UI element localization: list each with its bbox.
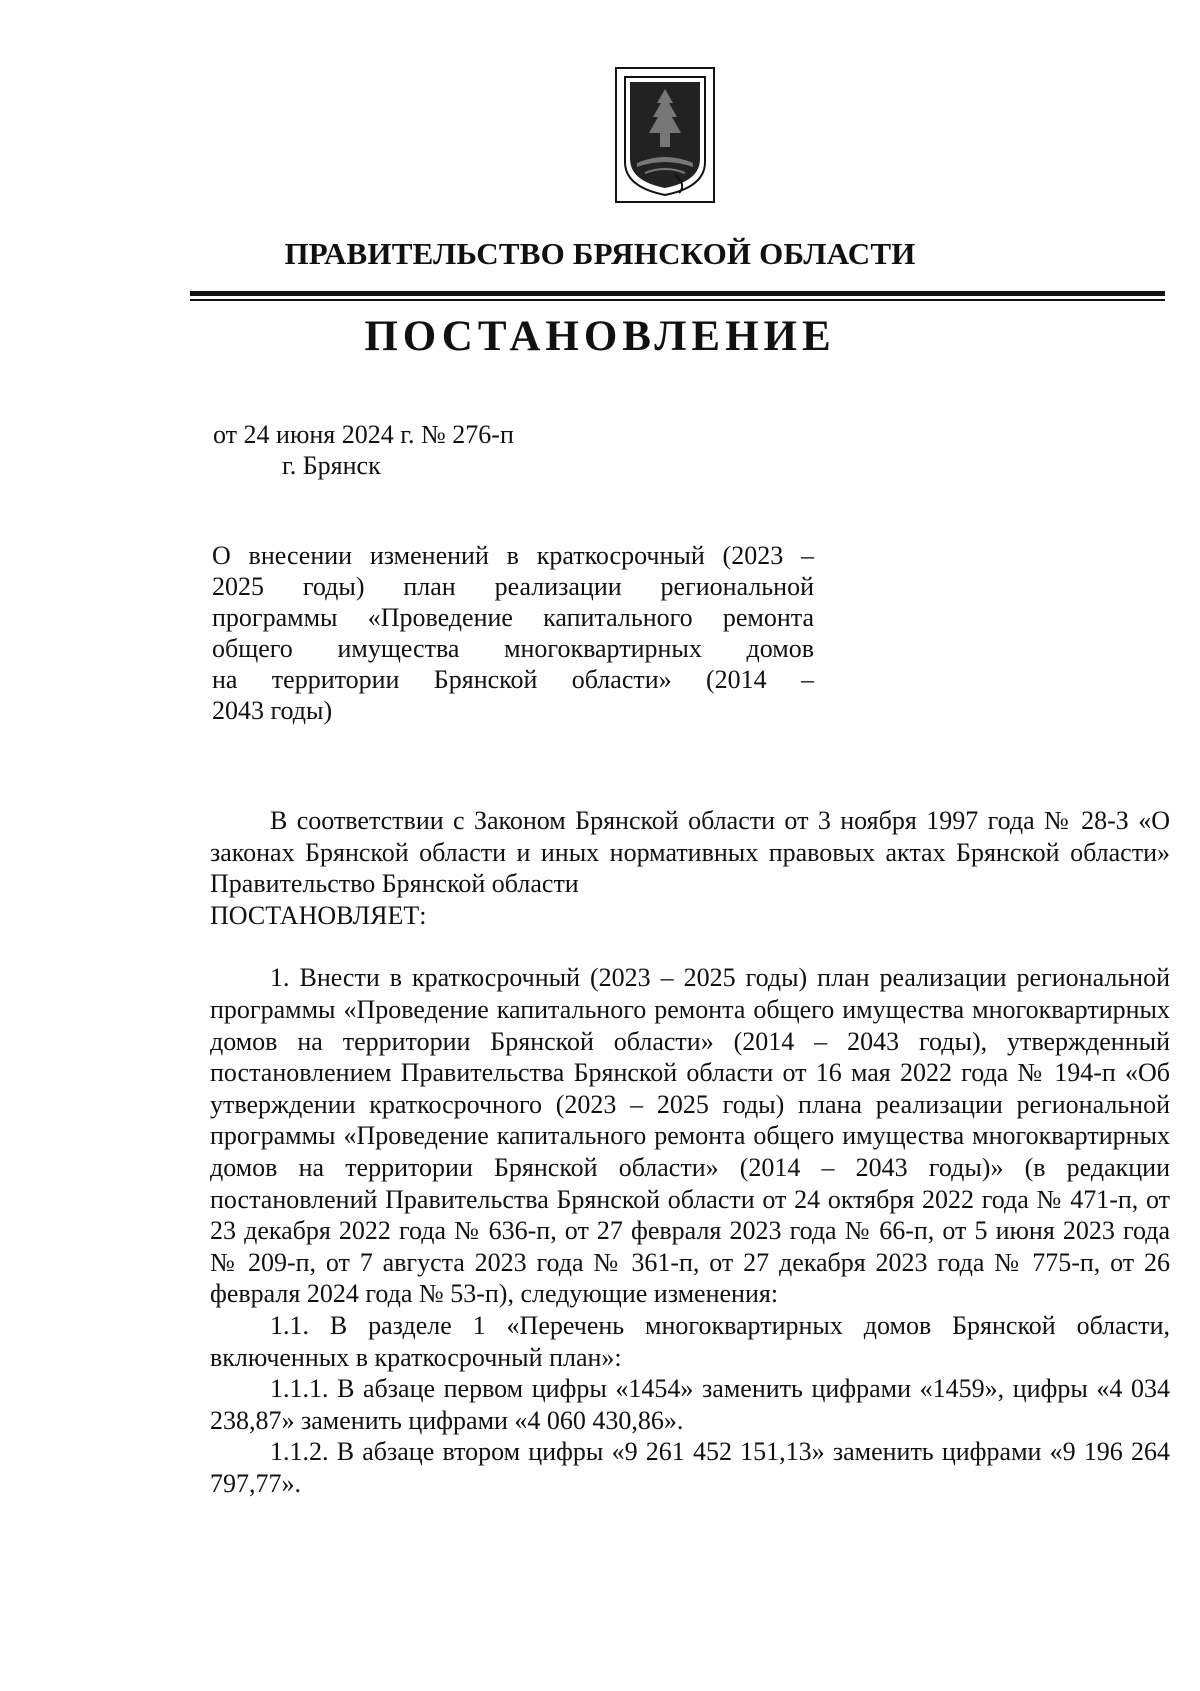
header-rule-thin <box>190 299 1165 301</box>
subject-line: программы «Проведение капитального ремонта <box>212 603 814 632</box>
resolves-line: ПОСТАНОВЛЯЕТ: <box>210 900 427 930</box>
document-number: 276-п <box>452 420 514 449</box>
item-1-1-2-paragraph: 1.1.2. В абзаце втором цифры «9 261 452 151,13» заменить цифрами «9 196 264 797,77». <box>210 1437 1170 1498</box>
number-sign: № <box>420 420 446 449</box>
document-type-title: ПОСТАНОВЛЕНИЕ <box>364 313 836 360</box>
issuing-authority: ПРАВИТЕЛЬСТВО БРЯНСКОЙ ОБЛАСТИ <box>284 236 916 271</box>
subject-line: на территории Брянской области» (2014 – <box>212 665 814 694</box>
document-date: 24 июня 2024 г. <box>243 420 415 449</box>
date-prefix: от <box>213 420 238 449</box>
subject-line: 2025 годы) план реализации региональной <box>212 572 814 601</box>
document-subject <box>212 540 814 726</box>
item-1-1-1-paragraph: 1.1.1. В абзаце первом цифры «1454» заменить цифрами «1459», цифры «4 034 238,87» заменить цифрами «4 060 430,86». <box>210 1374 1170 1435</box>
date-number-line <box>213 420 514 450</box>
header-rule-thick <box>190 291 1165 296</box>
subject-line: общего имущества многоквартирных домов <box>212 634 814 663</box>
issue-city: г. Брянск <box>282 451 381 480</box>
coat-of-arms-icon <box>615 67 715 203</box>
preamble-paragraph: В соответствии с Законом Брянской области от 3 ноября 1997 года № 28-З «О законах Брянской области и иных нормативных правовых актах Брянской области» Правительство Брянской области <box>210 806 1170 899</box>
document-body <box>210 805 1170 1499</box>
subject-line: 2043 годы) <box>212 696 333 725</box>
item-1-1-paragraph: 1.1. В разделе 1 «Перечень многоквартирных домов Брянской области, включенных в краткосрочный план»: <box>210 1310 1170 1372</box>
item-1-paragraph: 1. Внести в краткосрочный (2023 – 2025 годы) план реализации региональной программы «Проведение капитального ремонта общего имущества многоквартирных домов на территории Брянской области» (2014 – 2043 годы), утвержденный постановлением Правительства Брянской области от 16 мая 2022 года № 194-п «Об утверждении краткосрочного (2023 – 2025 годы) плана реализации региональной программы «Проведение капитального ремонта общего имущества многоквартирных домов на территории Брянской области» (2014 – 2043 годы)» (в редакции постановлений Правительства Брянской области от 24 октября 2022 года № 471-п, от 23 декабря 2022 года № 636-п, от 27 февраля 2023 года № 66-п, от 5 июня 2023 года № 209-п, от 7 августа 2023 года № 361-п, от 27 декабря 2023 года № 775-п, от 26 февраля 2024 года № 53-п), следующие изменения: <box>210 963 1170 1309</box>
subject-line: О внесении изменений в краткосрочный (2023 – <box>212 541 814 570</box>
